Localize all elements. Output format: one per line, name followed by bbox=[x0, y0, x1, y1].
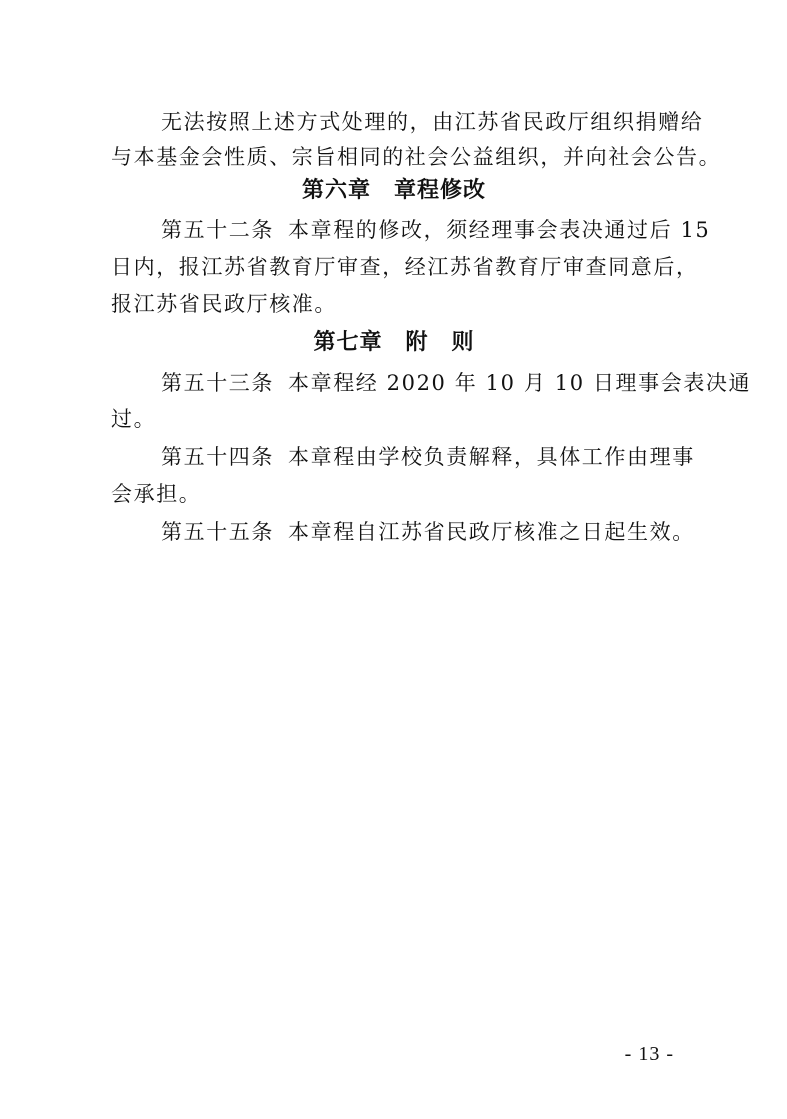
article-line: 过。 bbox=[111, 407, 157, 431]
article-line: 会承担。 bbox=[111, 482, 202, 506]
article-number: 第五十四条 bbox=[161, 445, 274, 469]
article-number: 第五十三条 bbox=[161, 371, 274, 395]
chapter-heading: 第六章 章程修改 bbox=[301, 178, 486, 203]
article-number: 第五十二条 bbox=[161, 218, 274, 242]
article-number: 第五十五条 bbox=[161, 520, 274, 544]
chapter-heading: 第七章 附 则 bbox=[313, 330, 475, 355]
paragraph-line: 无法按照上述方式处理的，由江苏省民政厅组织捐赠给 bbox=[161, 110, 704, 134]
article-line: 日内，报江苏省教育厅审查，经江苏省教育厅审查同意后， bbox=[111, 255, 699, 279]
paragraph-line: 与本基金会性质、宗旨相同的社会公益组织，并向社会公告。 bbox=[111, 145, 722, 169]
article-text: 本章程由学校负责解释，具体工作由理事 bbox=[288, 445, 695, 469]
article-text: 本章程的修改，须经理事会表决通过后 15 bbox=[288, 218, 711, 242]
article-line bbox=[161, 442, 695, 472]
article-text: 本章程自江苏省民政厅核准之日起生效。 bbox=[288, 520, 695, 544]
article-line bbox=[161, 368, 752, 398]
article-line bbox=[161, 517, 695, 547]
article-text: 本章程经 2020 年 10 月 10 日理事会表决通 bbox=[288, 371, 752, 395]
page-number: - 13 - bbox=[624, 1043, 674, 1065]
article-line bbox=[161, 215, 711, 245]
article-line: 报江苏省民政厅核准。 bbox=[111, 292, 337, 316]
